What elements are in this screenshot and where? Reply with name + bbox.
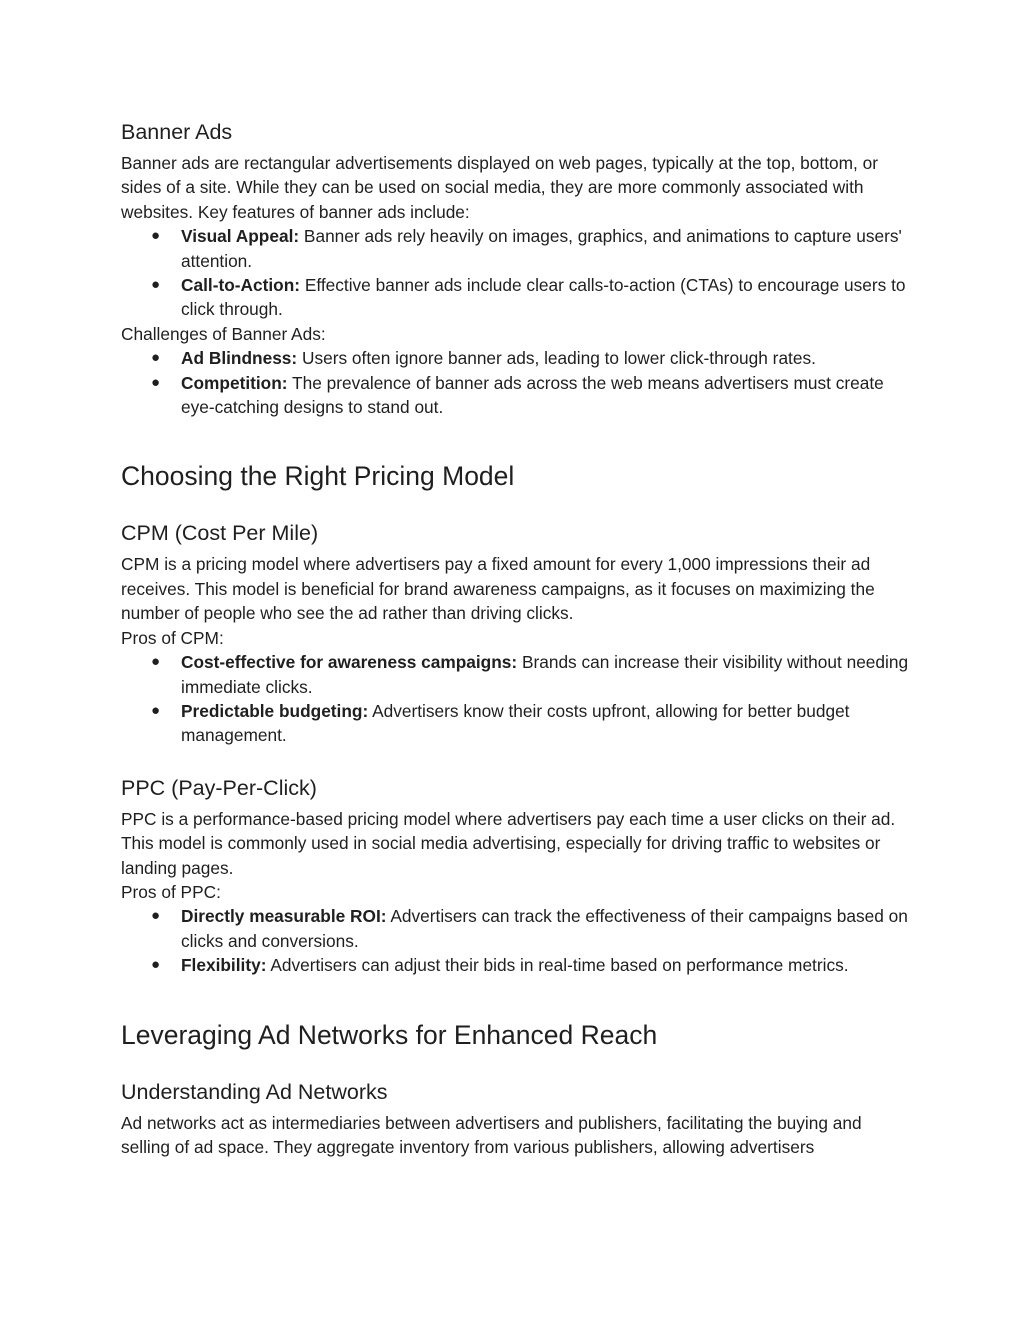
bullet-icon: ● xyxy=(151,956,161,974)
banner-challenges-label: Challenges of Banner Ads: xyxy=(121,323,326,344)
ad-networks-intro: Ad networks act as intermediaries between advertisers and publishers, facilitating the buying and selling of ad space. They aggregate inventory from various publishers, allowing advertisers xyxy=(121,1112,862,1157)
ppc-intro: PPC is a performance-based pricing model where advertisers pay each time a user clicks on their ad. This model is commonly used in social media advertising, especially for driving traffic to websites or landing pages. xyxy=(121,808,896,878)
ppc-pros-list xyxy=(121,904,911,977)
list-item xyxy=(121,650,911,699)
term: Cost-effective for awareness campaigns: xyxy=(181,652,518,673)
bullet-icon: ● xyxy=(151,701,161,719)
term: Flexibility: xyxy=(181,955,267,976)
list-item xyxy=(121,699,911,748)
bullet-icon: ● xyxy=(151,276,161,294)
term: Call-to-Action: xyxy=(181,275,301,296)
banner-challenges-list xyxy=(121,346,911,419)
term: Directly measurable ROI: xyxy=(181,906,387,927)
list-item xyxy=(121,371,911,420)
document-page xyxy=(121,118,911,1159)
networks-heading: Leveraging Ad Networks for Enhanced Reach xyxy=(121,1019,658,1050)
term: Ad Blindness: xyxy=(181,348,298,369)
description: Banner ads rely heavily on images, graphics, and animations to capture users' attention. xyxy=(181,226,902,271)
cpm-intro: CPM is a pricing model where advertisers pay a fixed amount for every 1,000 impressions their ad receives. This model is beneficial for brand awareness campaigns, as it focuses on maximizing the number of people who see the ad rather than driving clicks. xyxy=(121,554,875,624)
ppc-heading: PPC (Pay-Per-Click) xyxy=(121,775,317,800)
term: Competition: xyxy=(181,372,288,393)
description: Effective banner ads include clear calls-to-action (CTAs) to encourage users to click through. xyxy=(181,275,906,320)
bullet-icon: ● xyxy=(151,349,161,367)
description: Users often ignore banner ads, leading to lower click-through rates. xyxy=(297,348,816,369)
ad-networks-subheading: Understanding Ad Networks xyxy=(121,1079,388,1104)
cpm-heading: CPM (Cost Per Mile) xyxy=(121,521,319,546)
bullet-icon: ● xyxy=(151,907,161,925)
list-item xyxy=(121,273,911,322)
banner-ads-intro: Banner ads are rectangular advertisements displayed on web pages, typically at the top, bottom, or sides of a site. While they can be used on social media, they are more commonly associated with websites. Key features of banner ads include: xyxy=(121,153,878,222)
list-item xyxy=(121,904,911,953)
list-item xyxy=(121,224,911,273)
bullet-icon: ● xyxy=(151,653,161,671)
description: Advertisers know their costs upfront, allowing for better budget management. xyxy=(181,700,850,746)
ppc-pros-label: Pros of PPC: xyxy=(121,881,221,902)
pricing-heading: Choosing the Right Pricing Model xyxy=(121,461,515,492)
banner-ads-heading: Banner Ads xyxy=(121,120,233,144)
description: Advertisers can adjust their bids in real-time based on performance metrics. xyxy=(266,955,849,976)
cpm-pros-label: Pros of CPM: xyxy=(121,627,224,648)
bullet-icon: ● xyxy=(151,227,161,245)
list-item xyxy=(121,953,911,977)
list-item xyxy=(121,346,911,370)
bullet-icon: ● xyxy=(151,373,161,391)
description: Advertisers can track the effectiveness of their campaigns based on clicks and conversions. xyxy=(181,906,908,951)
banner-features-list xyxy=(121,224,911,322)
description: The prevalence of banner ads across the web means advertisers must create eye-catching designs to stand out. xyxy=(181,372,884,418)
cpm-pros-list xyxy=(121,650,911,748)
description: Brands can increase their visibility without needing immediate clicks. xyxy=(181,652,909,697)
term: Visual Appeal: xyxy=(181,226,300,247)
term: Predictable budgeting: xyxy=(181,700,369,721)
